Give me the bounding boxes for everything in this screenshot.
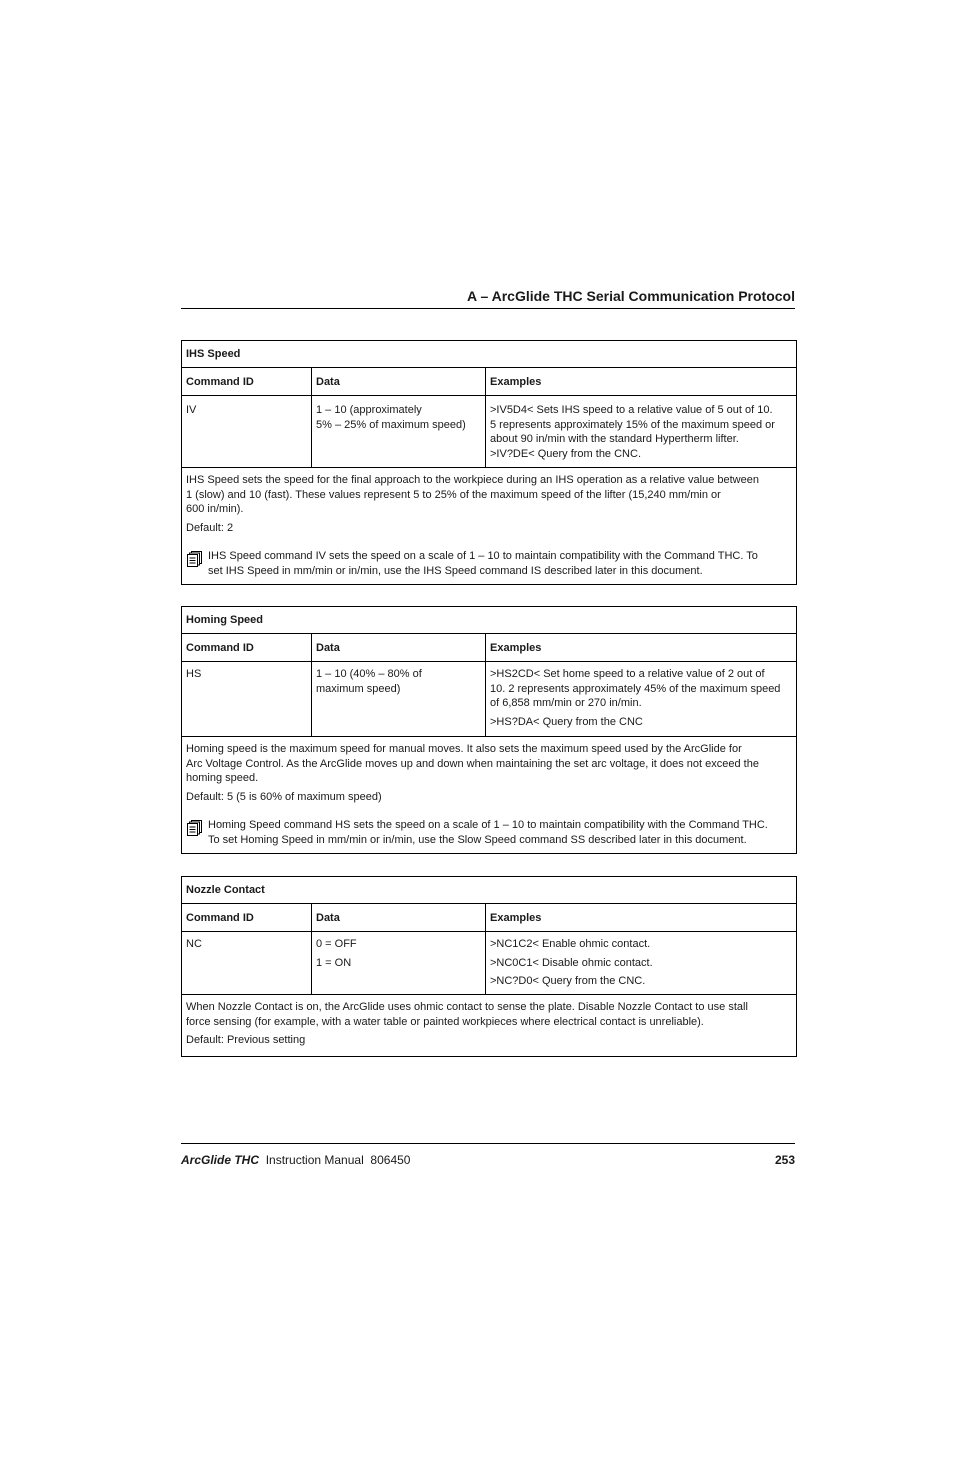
example-line: 10. 2 represents approximately 45% of the maximum speed — [490, 682, 781, 695]
column-header-command-id: Command ID — [182, 634, 312, 662]
example-line: >HS2CD< Set home speed to a relative value of 2 out of — [490, 668, 765, 680]
footer-rule — [181, 1143, 795, 1144]
page-number: 253 — [774, 1153, 795, 1167]
data-line: 5% – 25% of maximum speed) — [316, 418, 466, 431]
example-line: >IV5D4< Sets IHS speed to a relative value of 5 out of 10. — [490, 404, 773, 416]
column-header-examples: Examples — [486, 904, 797, 932]
default-value: Default: Previous setting — [186, 1034, 306, 1046]
table-title: IHS Speed — [182, 341, 797, 368]
header-rule — [181, 308, 795, 309]
example-line: about 90 in/min with the standard Hypertherm lifter. — [490, 433, 739, 445]
command-id-cell: IV — [182, 396, 312, 468]
description-cell — [182, 468, 797, 585]
table-title: Homing Speed — [182, 607, 797, 634]
description-line: IHS Speed sets the speed for the final approach to the workpiece during an IHS operation as a relative value between — [186, 474, 759, 486]
homing-speed-table — [181, 606, 797, 854]
column-header-examples: Examples — [486, 634, 797, 662]
data-line: 1 – 10 (approximately — [316, 404, 422, 416]
footer-part-number: 806450 — [370, 1153, 411, 1167]
page-footer — [181, 1153, 795, 1167]
data-item: 1 = ON — [316, 956, 352, 969]
example-line: 5 represents approximately 15% of the maximum speed or — [490, 418, 775, 431]
examples-cell — [486, 662, 797, 737]
note-icon — [187, 820, 203, 836]
note-icon — [187, 551, 203, 567]
column-header-command-id: Command ID — [182, 368, 312, 396]
note-line: IHS Speed command IV sets the speed on a scale of 1 – 10 to maintain compatibility with the Command THC. To — [208, 550, 758, 562]
note-line: Homing Speed command HS sets the speed on a scale of 1 – 10 to maintain compatibility with the Command THC. — [208, 819, 768, 831]
page-header-title: A – ArcGlide THC Serial Communication Protocol — [466, 288, 795, 304]
footer-manual-label: Instruction Manual — [265, 1153, 364, 1167]
note — [186, 549, 792, 580]
nozzle-contact-table — [181, 876, 797, 1057]
data-line: 1 – 10 (40% – 80% of — [316, 668, 422, 680]
data-cell — [312, 396, 486, 468]
column-header-examples: Examples — [486, 368, 797, 396]
column-header-command-id: Command ID — [182, 904, 312, 932]
description-line: 1 (slow) and 10 (fast). These values represent 5 to 25% of the maximum speed of the lifter (15,240 mm/min or — [186, 488, 721, 501]
note-line: To set Homing Speed in mm/min or in/min, use the Slow Speed command SS described later in this document. — [208, 833, 747, 846]
note — [186, 818, 792, 849]
description-line: 600 in/min). — [186, 503, 244, 515]
description-line: When Nozzle Contact is on, the ArcGlide uses ohmic contact to sense the plate. Disable Nozzle Contact to use stall — [186, 1001, 748, 1013]
column-header-data: Data — [312, 904, 486, 932]
description-cell — [182, 995, 797, 1057]
description-line: Arc Voltage Control. As the ArcGlide moves up and down when maintaining the set arc voltage, it does not exceed the — [186, 757, 759, 770]
description-line: force sensing (for example, with a water table or painted workpieces where electrical contact is unreliable). — [186, 1015, 704, 1028]
examples-cell — [486, 932, 797, 995]
data-line: maximum speed) — [316, 682, 401, 695]
ihs-speed-table — [181, 340, 797, 585]
example-line: >HS?DA< Query from the CNC — [490, 715, 643, 728]
default-value: Default: 2 — [186, 521, 234, 534]
examples-cell — [486, 396, 797, 468]
default-value: Default: 5 (5 is 60% of maximum speed) — [186, 790, 382, 803]
table-title: Nozzle Contact — [182, 877, 797, 904]
command-id-cell: NC — [182, 932, 312, 995]
description-line: homing speed. — [186, 772, 259, 784]
example-item: >NC0C1< Disable ohmic contact. — [490, 956, 653, 969]
data-cell — [312, 932, 486, 995]
note-line: set IHS Speed in mm/min or in/min, use the IHS Speed command IS described later in this document. — [208, 564, 703, 577]
data-cell — [312, 662, 486, 737]
example-line: of 6,858 mm/min or 270 in/min. — [490, 697, 642, 709]
description-line: Homing speed is the maximum speed for manual moves. It also sets the maximum speed used by the ArcGlide for — [186, 743, 742, 755]
column-header-data: Data — [312, 368, 486, 396]
footer-product-name: ArcGlide THC — [181, 1153, 260, 1167]
column-header-data: Data — [312, 634, 486, 662]
example-item: >NC1C2< Enable ohmic contact. — [490, 938, 651, 950]
example-item: >NC?D0< Query from the CNC. — [490, 975, 646, 987]
command-id-cell: HS — [182, 662, 312, 737]
example-line: >IV?DE< Query from the CNC. — [490, 447, 641, 460]
data-item: 0 = OFF — [316, 938, 357, 950]
description-cell — [182, 737, 797, 854]
